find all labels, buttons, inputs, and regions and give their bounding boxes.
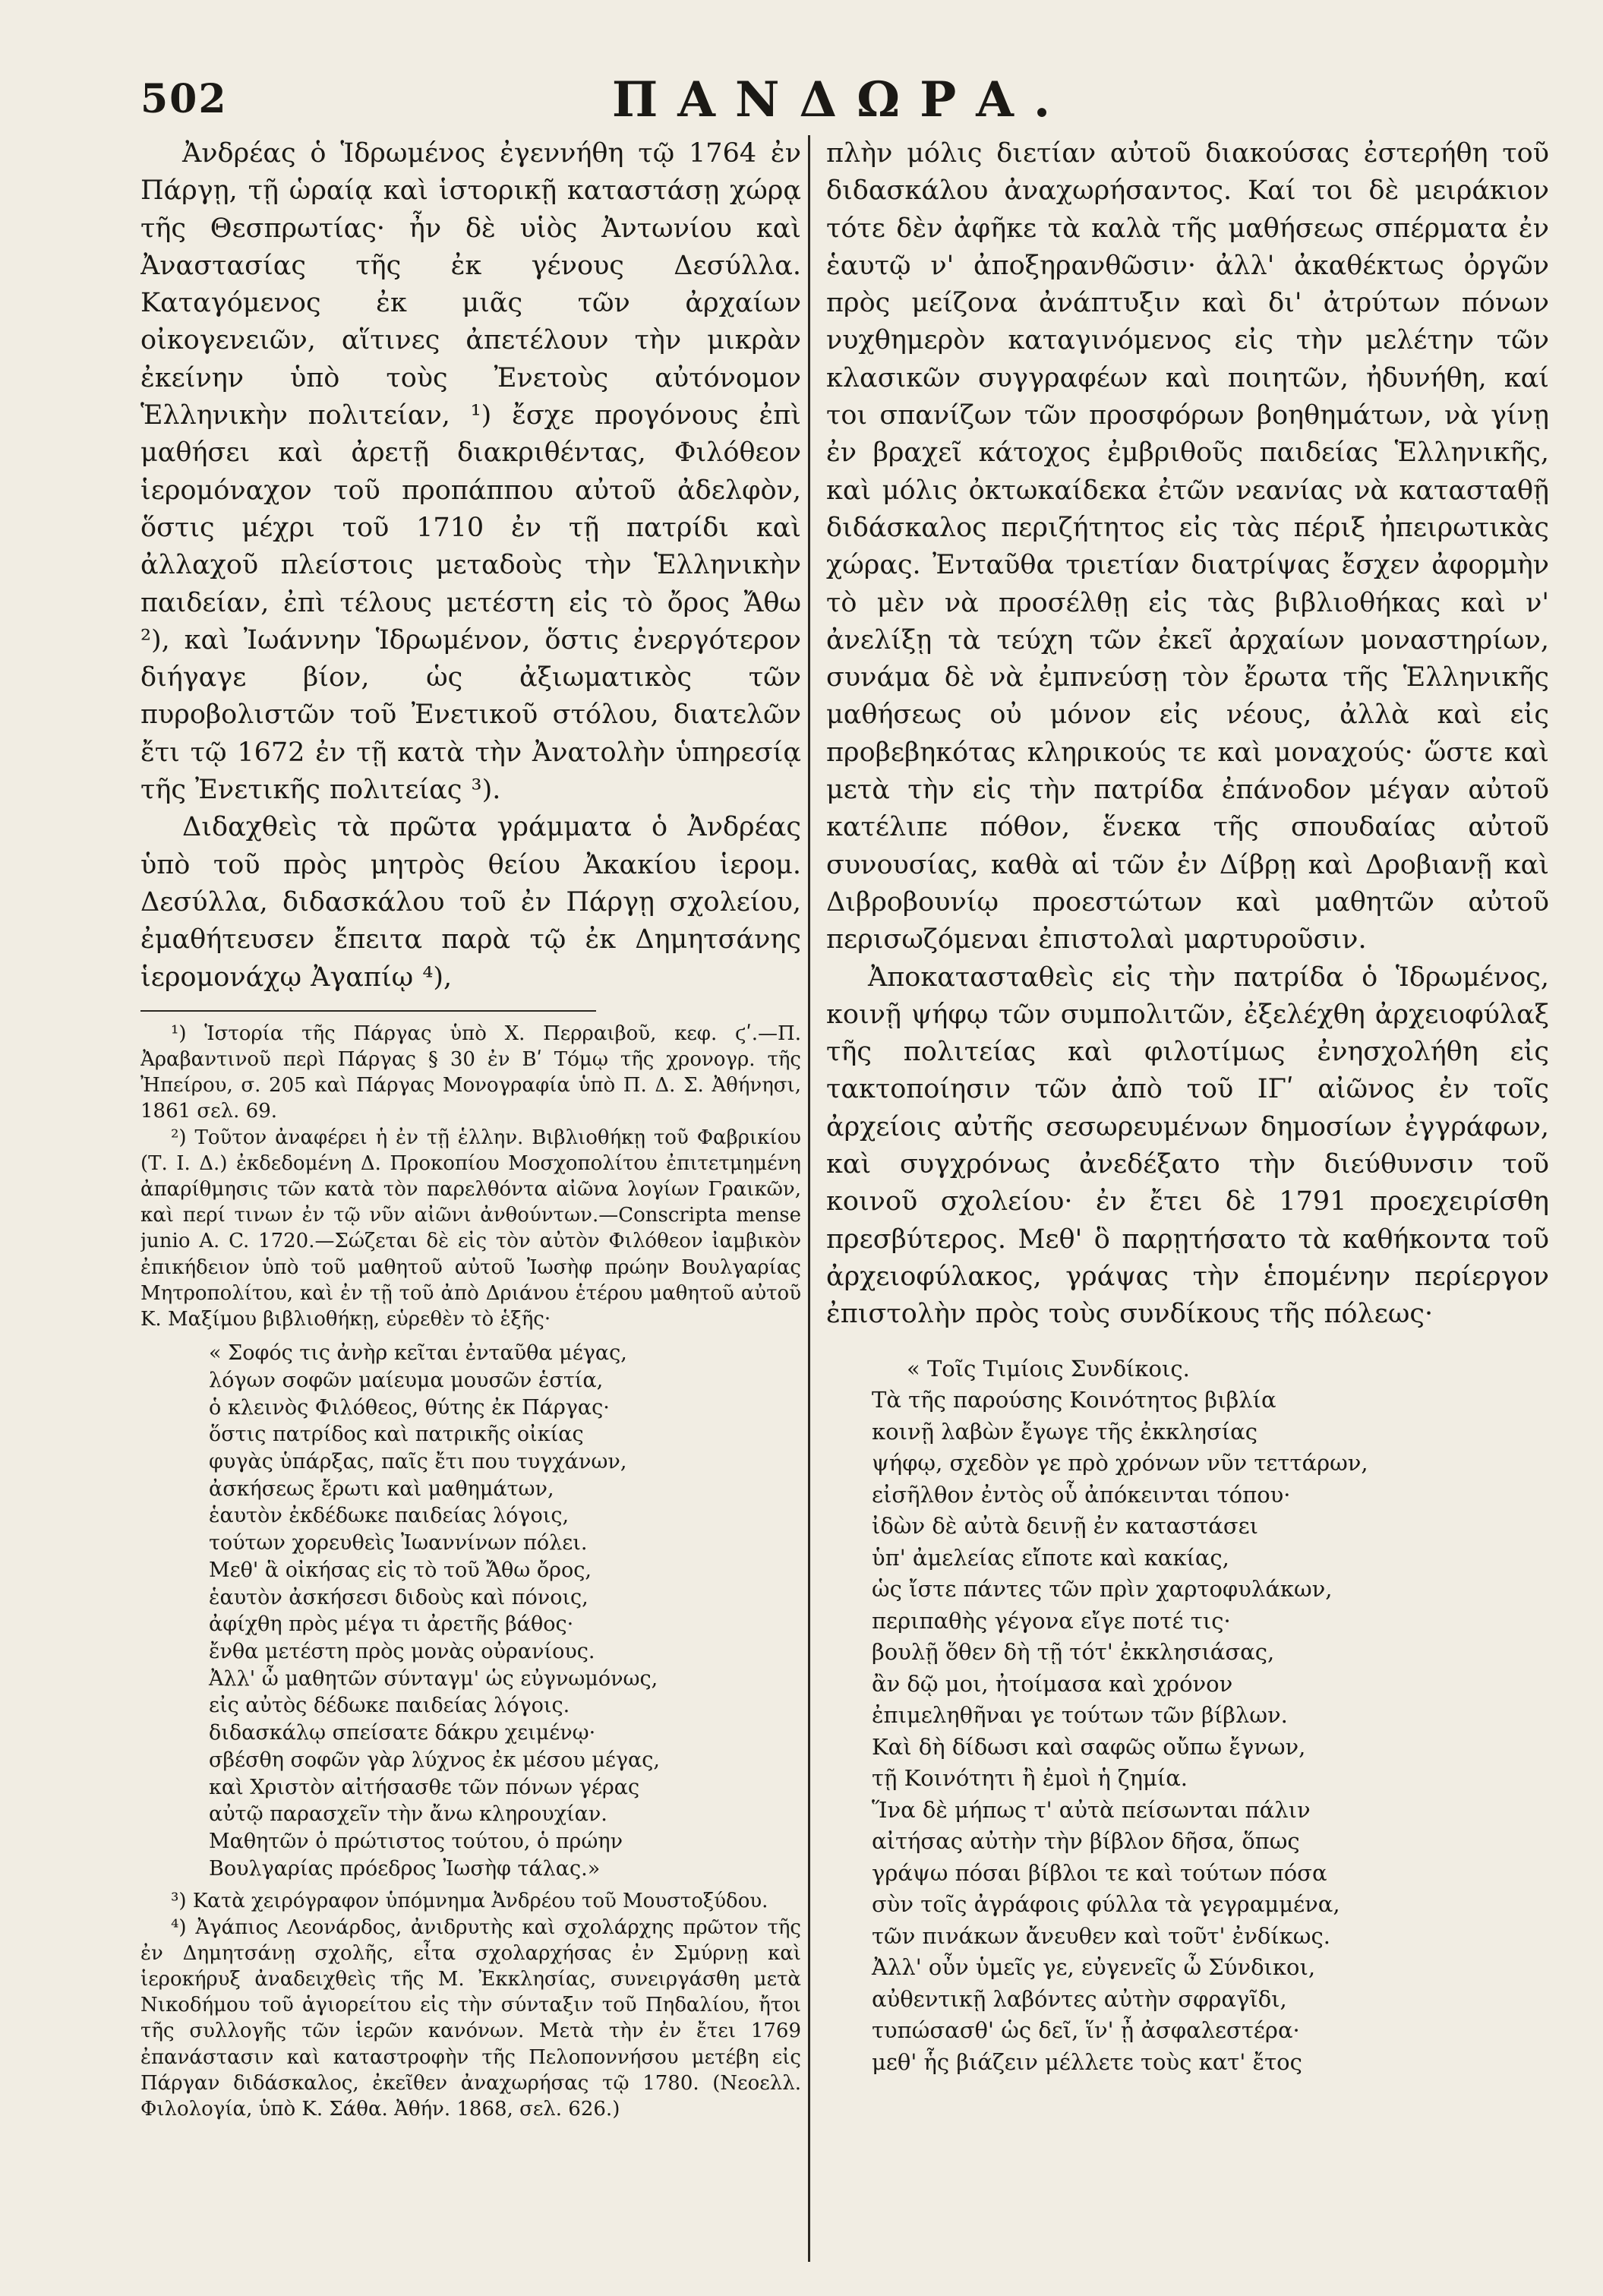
body-paragraph: πλὴν μόλις διετίαν αὐτοῦ διακούσας ἐστερήθη τοῦ διδασκάλου ἀναχωρήσαντος. Καί τοι δὲ μειράκιον τότε δὲν ἀφῆκε τὰ καλὰ τῆς μαθήσεως σπέρματα ἐν ἑαυτῷ ν' ἀποξηρανθῶσιν· ἀλλ' ἀκαθέκτως ὀργῶν πρὸς μείζονα ἀνάπτυξιν καὶ δι' ἀτρύτων πόνων νυχθημερὸν καταγινόμενος εἰς τὴν μελέτην τῶν κλασικῶν συγγραφέων καὶ ποιητῶν, ἠδυνήθη, καί τοι σπανίζων τῶν προσφόρων βοηθημάτων, νὰ γίνῃ ἐν βραχεῖ κάτοχος ἐμβριθοῦς παιδείας Ἑλληνικῆς, καὶ μόλις ὀκτωκαίδεκα ἐτῶν νεανίας νὰ κατασταθῇ διδάσκαλος περιζήτητος εἰς τὰς πέριξ ἠπειρωτικὰς χώρας. Ἐνταῦθα τριετίαν διατρίψας ἔσχεν ἀφορμὴν τὸ μὲν νὰ προσέλθῃ εἰς τὰς βιβλιοθήκας καὶ ν' ἀνελίξῃ τὰ τεύχη τῶν ἐκεῖ ἀρχαίων μοναστηρίων, συνάμα δὲ νὰ ἐμπνεύσῃ τὸν ἔρωτα τῆς Ἑλληνικῆς μαθήσεως οὐ μόνον εἰς νέους, ἀλλὰ καὶ εἰς προβεβηκότας κληρικούς τε καὶ μοναχούς· ὥστε καὶ μετὰ τὴν εἰς τὴν πατρίδα ἐπάνοδον μέγαν αὐτοῦ κατέλιπε πόθον, ἕνεκα τῆς σπουδαίας αὐτοῦ συνουσίας, καθὰ αἱ τῶν ἐν Δίβρῃ καὶ Δροβιανῇ καὶ Διβροβουνίῳ προεστώτων καὶ μαθητῶν αὐτοῦ περισωζόμεναι ἐπιστολαὶ μαρτυροῦσιν.	[826, 138, 1549, 955]
verse-line: Βουλγαρίας πρόεδρος Ἰωσὴφ τάλας.»	[209, 1856, 601, 1881]
footnote: ⁴) Ἀγάπιος Λεονάρδος, ἀνιδρυτὴς καὶ σχολάρχης πρῶτον τῆς ἐν Δημητσάνῃ σχολῆς, εἶτα σχολαρχήσας ἐν Σμύρνῃ καὶ ἱεροκήρυξ ἀναδειχθεὶς τῆς Μ. Ἐκκλησίας, συνειργάσθη μετὰ Νικοδήμου τοῦ ἁγιορείτου εἰς τὴν σύνταξιν τοῦ Πηδαλίου, ἤτοι τῆς συλλογῆς τῶν ἱερῶν κανόνων. Μετὰ τὴν ἐν ἔτει 1769 ἐπανάστασιν καὶ καταστροφὴν τῆς Πελοποννήσου μετέβη εἰς Πάργαν διδάσκαλος, ἐκεῖθεν ἀναχωρήσας τῷ 1780. (Νεοελλ. Φιλολογία, ὑπὸ Κ. Σάθα. Ἀθήν. 1868, σελ. 626.)	[140, 1915, 801, 2121]
epitaph-verse	[209, 1340, 801, 1882]
verse-line: ψήφῳ, σχεδὸν γε πρὸ χρόνων νῦν τεττάρων,	[872, 1450, 1368, 1476]
column-divider	[808, 135, 810, 2262]
verse-line: ὑπ' ἀμελείας εἴποτε καὶ κακίας,	[872, 1544, 1229, 1571]
verse-line: σβέσθη σοφῶν γὰρ λύχνος ἐκ μέσου μέγας,	[209, 1748, 660, 1772]
body-paragraph: Ἀποκατασταθεὶς εἰς τὴν πατρίδα ὁ Ἱδρωμένος, κοινῇ ψήφῳ τῶν συμπολιτῶν, ἐξελέχθη ἀρχειοφύλαξ τῆς πολιτείας καὶ φιλοτίμως ἐνησχολήθη εἰς τακτοποίησιν τῶν ἀπὸ τοῦ ΙΓʹ αἰῶνος ἐν τοῖς ἀρχείοις αὐτῆς σεσωρευμένων δημοσίων ἐγγράφων, καὶ συγχρόνως ἀνεδέξατο τὴν διεύθυνσιν τοῦ κοινοῦ σχολείου· ἐν ἔτει δὲ 1791 προεχειρίσθη πρεσβύτερος. Μεθ' ὃ παρῃτήσατο τὰ καθήκοντα τοῦ ἀρχειοφύλακος, γράψας τὴν ἑπομένην περίεργον ἐπιστολὴν πρὸς τοὺς συνδίκους τῆς πόλεως·	[826, 962, 1549, 1330]
body-paragraph: Ἀνδρέας ὁ Ἱδρωμένος ἐγεννήθη τῷ 1764 ἐν Πάργῃ, τῇ ὡραίᾳ καὶ ἱστορικῇ καταστάσῃ χώρᾳ τῆς Θεσπρωτίας· ἦν δὲ υἱὸς Ἀντωνίου καὶ Ἀναστασίας τῆς ἐκ γένους Δεσύλλα. Καταγόμενος ἐκ μιᾶς τῶν ἀρχαίων οἰκογενειῶν, αἵτινες ἀπετέλουν τὴν μικρὰν ἐκείνην ὑπὸ τοὺς Ἐνετοὺς αὐτόνομον Ἑλληνικὴν πολιτείαν, ¹) ἔσχε προγόνους ἐπὶ μαθήσει καὶ ἀρετῇ διακριθέντας, Φιλόθεον ἱερομόναχον τοῦ προπάππου αὐτοῦ ἀδελφὸν, ὅστις μέχρι τοῦ 1710 ἐν τῇ πατρίδι καὶ ἀλλαχοῦ πλείστοις μεταδοὺς τὴν Ἑλληνικὴν παιδείαν, ἐπὶ τέλους μετέστη εἰς τὸ ὄρος Ἄθω ²), καὶ Ἰωάννην Ἱδρωμένον, ὅστις ἐνεργότερον διήγαγε βίον, ὡς ἀξιωματικὸς τῶν πυροβολιστῶν τοῦ Ἐνετικοῦ στόλου, διατελῶν ἔτι τῷ 1672 ἐν τῇ κατὰ τὴν Ἀνατολὴν ὑπηρεσίᾳ τῆς Ἐνετικῆς πολιτείας ³).	[140, 138, 801, 806]
footnote: ³) Κατὰ χειρόγραφον ὑπόμνημα Ἀνδρέου τοῦ Μουστοξύδου.	[171, 1890, 768, 1913]
verse-line: « Σοφός τις ἀνὴρ κεῖται ἐνταῦθα μέγας,	[209, 1341, 627, 1366]
verse-line: ἑαυτὸν ἐκδέδωκε παιδείας λόγοις,	[209, 1504, 570, 1528]
verse-line: τῶν πινάκων ἄνευθεν καὶ τοῦτ' ἐνδίκως.	[872, 1922, 1330, 1949]
journal-title: ΠΑΝΔΩΡΑ.	[611, 71, 1071, 128]
page-number: 502	[140, 76, 228, 122]
verse-line: Καὶ δὴ δίδωσι καὶ σαφῶς οὔπω ἔγνων,	[872, 1733, 1306, 1760]
verse-line: τυπώσασθ' ὡς δεῖ, ἵν' ᾖ ἀσφαλεστέρα·	[872, 2017, 1300, 2043]
verse-line: τῇ Κοινότητι ἢ ἐμοὶ ἡ ζημία.	[872, 1765, 1188, 1791]
verse-line: αἰτήσας αὐτὴν τὴν βίβλον δῆσα, ὅπως	[872, 1828, 1300, 1854]
verse-line: Ἀλλ' οὖν ὑμεῖς γε, εὐγενεῖς ὦ Σύνδικοι,	[872, 1954, 1316, 1980]
verse-line: Ἵνα δὲ μήπως τ' αὐτὰ πείσωνται πάλιν	[872, 1796, 1311, 1823]
verse-line: ἑαυτὸν ἀσκήσεσι διδοὺς καὶ πόνοις,	[209, 1585, 589, 1609]
footnote-rule	[140, 1010, 596, 1012]
verse-line: περιπαθὴς γέγονα εἴγε ποτέ τις·	[872, 1607, 1231, 1634]
verse-line: Ἀλλ' ὦ μαθητῶν σύνταγμ' ὡς εὐγνωμόνως,	[209, 1666, 658, 1691]
verse-line: λόγων σοφῶν μαίευμα μουσῶν ἑστία,	[209, 1368, 604, 1392]
verse-line: ἀσκήσεως ἔρωτι καὶ μαθημάτων,	[209, 1476, 554, 1501]
verse-line: εἰσῆλθον ἐντὸς οὗ ἀπόκεινται τόπου·	[872, 1481, 1291, 1508]
verse-line: σὺν τοῖς ἀγράφοις φύλλα τὰ γεγραμμένα,	[872, 1891, 1340, 1917]
verse-line: μεθ' ἧς βιάζειν μέλλετε τοὺς κατ' ἔτος	[872, 2048, 1302, 2075]
footnote: ²) Τοῦτον ἀναφέρει ἡ ἐν τῇ ἑλλην. Βιβλιοθήκῃ τοῦ Φαβρικίου (Τ. Ι. Δ.) ἐκδεδομένη Δ. Προκοπίου Μοσχοπολίτου ἐπιτετμημένη ἀπαρίθμησις τῶν κατὰ τὸν παρελθόντα αἰῶνα λογίων Γραικῶν, καὶ περί τινων ἐν τῷ νῦν αἰῶνι ἀνθούντων.—Conscripta mense junio A. C. 1720.—Σώζεται δὲ εἰς τὸν αὐτὸν Φιλόθεον ἰαμβικὸν ἐπικήδειον ὑπὸ τοῦ μαθητοῦ αὐτοῦ Ἰωσὴφ πρώην Βουλγαρίας Μητροπολίτου, καὶ ἐν τῇ τοῦ ἀπὸ Δριάνου ἑτέρου μαθητοῦ αὐτοῦ Κ. Μαξίμου βιβλιοθήκῃ, εὑρεθὲν τὸ ἑξῆς·	[140, 1126, 801, 1331]
letter-verse	[872, 1353, 1549, 2079]
verse-line: ἀφίχθη πρὸς μέγα τι ἀρετῆς βάθος·	[209, 1612, 574, 1637]
verse-line: βουλῇ ὅθεν δὴ τῇ τότ' ἐκκλησιάσας,	[872, 1639, 1275, 1665]
verse-line: αὐθεντικῇ λαβόντες αὐτὴν σφραγῖδι,	[872, 1985, 1287, 2012]
page-header	[140, 61, 1541, 129]
verse-line: Μεθ' ἃ οἰκήσας εἰς τὸ τοῦ Ἄθω ὄρος,	[209, 1558, 592, 1582]
verse-line: καὶ Χριστὸν αἰτήσασθε τῶν πόνων γέρας	[209, 1775, 640, 1799]
verse-line: Τὰ τῆς παρούσης Κοινότητος βιβλία	[872, 1387, 1276, 1413]
verse-line: ὡς ἴστε πάντες τῶν πρὶν χαρτοφυλάκων,	[872, 1576, 1333, 1602]
verse-line: γράψω πόσαι βίβλοι τε καὶ τούτων πόσα	[872, 1859, 1327, 1886]
verse-line: ὁ κλεινὸς Φιλόθεος, θύτης ἐκ Πάργας·	[209, 1395, 610, 1420]
verse-line: φυγὰς ὑπάρξας, παῖς ἔτι που τυγχάνων,	[209, 1450, 627, 1474]
letter-salutation: « Τοῖς Τιμίοις Συνδίκοις.	[907, 1355, 1190, 1382]
verse-line: ἔνθα μετέστη πρὸς μονὰς οὐρανίους.	[209, 1640, 595, 1663]
verse-line: αὐτῷ παρασχεῖν τὴν ἄνω κληρουχίαν.	[209, 1802, 607, 1827]
verse-line: ἐπιμεληθῆναι γε τούτων τῶν βίβλων.	[872, 1702, 1288, 1728]
body-paragraph: Διδαχθεὶς τὰ πρῶτα γράμματα ὁ Ἀνδρέας ὑπὸ τοῦ πρὸς μητρὸς θείου Ἀκακίου ἱερομ. Δεσύλλα, διδασκάλου τοῦ ἐν Πάργῃ σχολείου, ἐμαθήτευσεν ἔπειτα παρὰ τῷ ἐκ Δημητσάνης ἱερομονάχῳ Ἀγαπίῳ ⁴),	[140, 812, 801, 993]
verse-line: Μαθητῶν ὁ πρώτιστος τούτου, ὁ πρώην	[209, 1829, 623, 1853]
left-column	[140, 135, 801, 2258]
verse-line: ὅστις πατρίδος καὶ πατρικῆς οἰκίας	[209, 1423, 584, 1447]
verse-line: ἰδὼν δὲ αὐτὰ δεινῇ ἐν καταστάσει	[872, 1513, 1259, 1539]
right-column	[826, 135, 1549, 2080]
verse-line: εἰς αὐτὸς δέδωκε παιδείας λόγοις.	[209, 1694, 570, 1718]
verse-line: τούτων χορευθεὶς Ἰωαννίνων πόλει.	[209, 1531, 588, 1555]
footnote: ¹) Ἱστορία τῆς Πάργας ὑπὸ Χ. Περραιβοῦ, κεφ. ϛʹ.—Π. Ἀραβαντινοῦ περὶ Πάργας § 30 ἐν Βʹ Τόμῳ τῆς χρονογρ. τῆς Ἠπείρου, σ. 205 καὶ Πάργας Μονογραφία ὑπὸ Π. Δ. Σ. Ἀθήνησι, 1861 σελ. 69.	[140, 1022, 801, 1123]
verse-line: διδασκάλῳ σπείσατε δάκρυ χειμένῳ·	[209, 1721, 596, 1745]
verse-line: κοινῇ λαβὼν ἔγωγε τῆς ἐκκλησίας	[872, 1418, 1257, 1445]
verse-line: ἂν δῷ μοι, ἠτοίμασα καὶ χρόνον	[872, 1670, 1233, 1697]
